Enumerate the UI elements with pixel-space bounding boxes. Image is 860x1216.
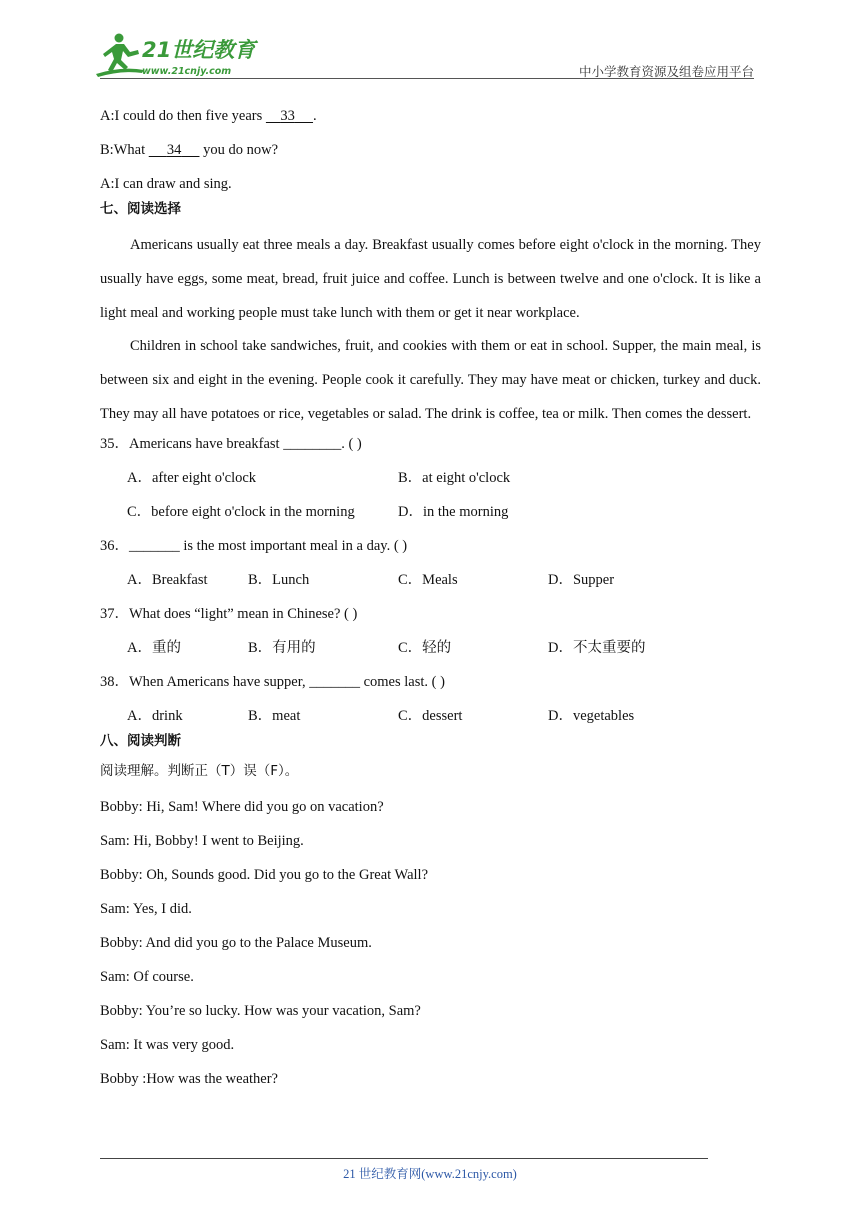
question-37: 37．What does “light” mean in Chinese? ( ) — [100, 605, 358, 622]
question-38: 38．When Americans have supper, _______ comes last. ( ) — [100, 673, 445, 690]
option-c[interactable]: C．Meals — [398, 571, 458, 588]
dialogue-text: you do now? — [199, 142, 279, 158]
option-c[interactable]: C．before eight o'clock in the morning — [127, 503, 355, 520]
runner-icon — [96, 34, 144, 78]
blank-number: 34 — [166, 142, 182, 158]
section-heading-8: 八、阅读判断 — [100, 732, 181, 749]
dialogue-line-a1 — [100, 104, 761, 138]
dialogue-line: Sam: Yes, I did. — [100, 900, 192, 917]
options-36 — [100, 568, 761, 602]
options-37 — [100, 636, 761, 670]
question-35: 35．Americans have breakfast ________. ( ) — [100, 435, 362, 452]
option-c[interactable]: C．dessert — [398, 707, 463, 724]
dialogue-line: Bobby: And did you go to the Palace Museum. — [100, 934, 372, 951]
reading-paragraph-1: Americans usually eat three meals a day. Breakfast usually comes before eight o'clock in the morning. They usually have eggs, some meat, bread, fruit juice and coffee. Lunch is between twelve and one o'clock. It is like a light meal and working people must take lunch with them or get it near workplace. — [100, 237, 761, 321]
options-35-row2 — [100, 500, 761, 534]
option-d[interactable]: D．in the morning — [398, 503, 509, 520]
platform-name: 中小学教育资源及组卷应用平台 — [578, 65, 754, 79]
dialogue-text: A:I could do then five years — [100, 108, 266, 124]
brand-name: 21世纪教育 — [142, 38, 256, 62]
option-b[interactable]: B．有用的 — [248, 639, 316, 656]
option-a[interactable]: A．Breakfast — [127, 571, 208, 588]
option-b[interactable]: B．Lunch — [248, 571, 310, 588]
dialogue-line: Bobby: Hi, Sam! Where did you go on vacation? — [100, 798, 384, 815]
option-d[interactable]: D．Supper — [548, 571, 615, 588]
blank-number: 33 — [280, 108, 295, 124]
brand-logo — [92, 30, 262, 80]
option-d[interactable]: D．vegetables — [548, 707, 635, 724]
option-a[interactable]: A．after eight o'clock — [127, 469, 257, 486]
dialogue-line-b — [100, 138, 761, 172]
dialogue-line: Sam: It was very good. — [100, 1036, 235, 1053]
dialogue-text: . — [313, 108, 317, 124]
footer-link[interactable]: 21 世纪教育网(www.21cnjy.com) — [343, 1167, 517, 1181]
page-header — [0, 0, 860, 82]
dialogue-line-a2: A:I can draw and sing. — [100, 176, 232, 192]
option-a[interactable]: A．重的 — [127, 639, 181, 656]
option-b[interactable]: B．at eight o'clock — [398, 469, 511, 486]
header-divider — [100, 78, 754, 79]
footer-divider — [100, 1158, 708, 1159]
dialogue-line: Bobby :How was the weather? — [100, 1070, 278, 1087]
brand-url: www.21cnjy.com — [142, 66, 232, 77]
dialogue-text: B:What — [100, 142, 149, 158]
dialogue-line: Bobby: You’re so lucky. How was your vacation, Sam? — [100, 1002, 421, 1019]
question-36: 36．_______ is the most important meal in a day. ( ) — [100, 537, 408, 554]
options-35-row1 — [100, 466, 761, 500]
dialogue-line: Sam: Hi, Bobby! I went to Beijing. — [100, 832, 304, 849]
reading-paragraph-2: Children in school take sandwiches, fruit, and cookies with them or eat in school. Supper, the main meal, is between six and eight in the evening. People cook it carefully. They may have meat or chicken, turkey and duck. They may all have potatoes or rice, vegetables or salad. The drink is coffee, tea or milk. Then comes the dessert. — [100, 338, 761, 422]
dialogue-line: Sam: Of course. — [100, 968, 194, 985]
answer-blank-33 — [266, 104, 313, 128]
section-heading-7: 七、阅读选择 — [100, 201, 181, 217]
option-d[interactable]: D．不太重要的 — [548, 639, 646, 656]
options-38 — [100, 704, 761, 731]
option-a[interactable]: A．drink — [127, 707, 183, 724]
section-instruction: 阅读理解。判断正（T）误（F）。 — [100, 762, 299, 779]
dialogue-line: Bobby: Oh, Sounds good. Did you go to the Great Wall? — [100, 866, 429, 883]
option-b[interactable]: B．meat — [248, 707, 301, 724]
answer-blank-34 — [149, 138, 200, 162]
option-c[interactable]: C．轻的 — [398, 639, 452, 656]
document-body — [100, 104, 761, 1101]
